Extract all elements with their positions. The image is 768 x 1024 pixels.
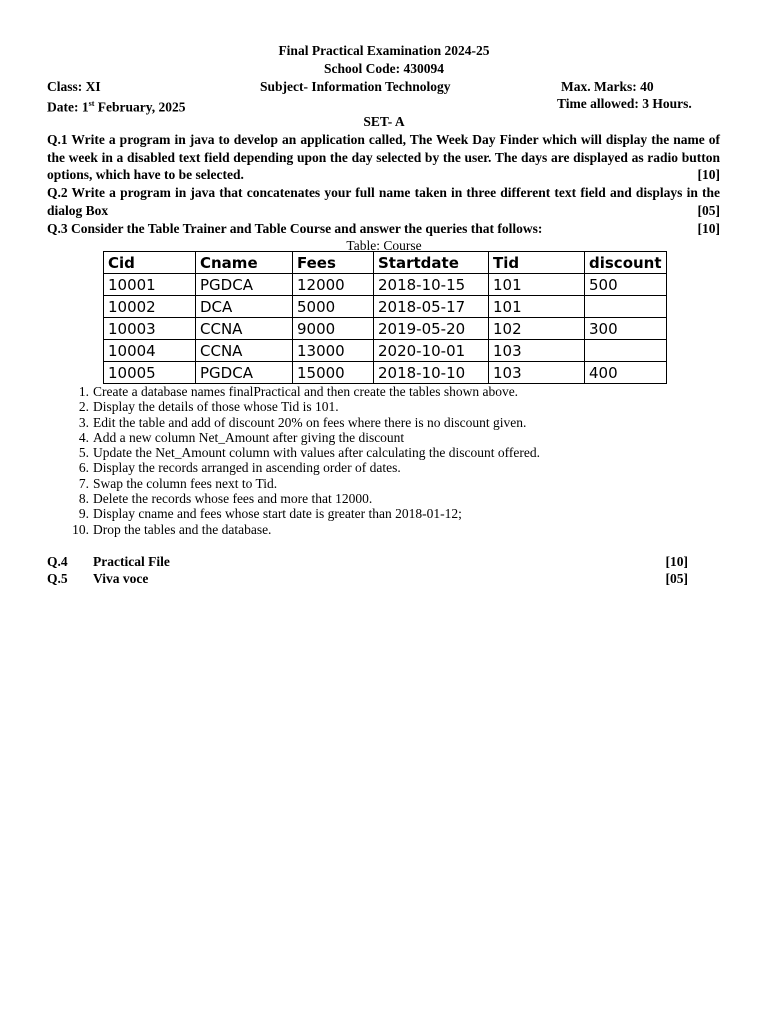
list-item-text: Drop the tables and the database. bbox=[93, 521, 272, 537]
table-cell: 10001 bbox=[104, 274, 196, 296]
question-3-marks: [10] bbox=[697, 221, 720, 236]
list-item-text: Edit the table and add of discount 20% on fees where there is no discount given. bbox=[93, 414, 527, 430]
table-cell: 10002 bbox=[104, 296, 196, 318]
table-cell: DCA bbox=[196, 296, 293, 318]
class-label: Class: XI bbox=[47, 79, 101, 94]
list-item-number: 3. bbox=[78, 414, 89, 430]
table-cell: 101 bbox=[489, 274, 585, 296]
list-item-text: Update the Net_Amount column with values after calculating the discount offered. bbox=[93, 445, 540, 461]
list-item-text: Delete the records whose fees and more that 12000. bbox=[93, 491, 373, 507]
list-item-number: 9. bbox=[78, 506, 89, 522]
question-5-marks: [05] bbox=[665, 571, 688, 586]
list-item bbox=[47, 491, 540, 506]
list-item-number: 7. bbox=[78, 475, 89, 491]
exam-title: Final Practical Examination 2024-25 bbox=[278, 43, 490, 58]
question-5-number: Q.5 bbox=[47, 571, 68, 586]
list-item bbox=[47, 430, 540, 445]
table-cell: 13000 bbox=[293, 340, 374, 362]
subject-label: Subject- Information Technology bbox=[260, 79, 451, 94]
question-2-text: Q.2 Write a program in java that concatenates your full name taken in three different text field and displays in the dialog Box bbox=[47, 185, 720, 218]
question-4-number: Q.4 bbox=[47, 554, 68, 569]
table-cell: 2020-10-01 bbox=[374, 340, 489, 362]
list-item-number: 4. bbox=[78, 429, 89, 445]
question-3 bbox=[47, 220, 720, 238]
column-header: Fees bbox=[293, 252, 374, 274]
table-cell: 400 bbox=[585, 362, 667, 384]
list-item-number: 6. bbox=[78, 460, 89, 476]
table-row bbox=[104, 318, 667, 340]
column-header: discount bbox=[585, 252, 667, 274]
list-item-text: Add a new column Net_Amount after giving the discount bbox=[93, 429, 405, 445]
list-item bbox=[47, 522, 540, 537]
date-prefix: Date: 1 bbox=[47, 99, 89, 115]
table-cell: 103 bbox=[489, 340, 585, 362]
list-item-text: Swap the column fees next to Tid. bbox=[93, 475, 278, 491]
query-list bbox=[47, 384, 540, 537]
list-item-number: 1. bbox=[78, 384, 89, 399]
date-ordinal: st bbox=[88, 99, 95, 108]
table-cell: PGDCA bbox=[196, 274, 293, 296]
table-cell: 103 bbox=[489, 362, 585, 384]
list-item-number: 10. bbox=[72, 521, 89, 537]
table-cell: CCNA bbox=[196, 318, 293, 340]
table-cell: 300 bbox=[585, 318, 667, 340]
list-item bbox=[47, 384, 540, 399]
list-item bbox=[47, 506, 540, 521]
table-cell: 15000 bbox=[293, 362, 374, 384]
school-code: School Code: 430094 bbox=[323, 61, 444, 76]
list-item-text: Display the records arranged in ascending order of dates. bbox=[93, 460, 401, 476]
table-cell: 5000 bbox=[293, 296, 374, 318]
table-cell: 2018-10-15 bbox=[374, 274, 489, 296]
table-cell: 102 bbox=[489, 318, 585, 340]
table-cell: 10003 bbox=[104, 318, 196, 340]
table-caption: Table: Course bbox=[346, 238, 422, 253]
table-row bbox=[104, 274, 667, 296]
table-cell: 2019-05-20 bbox=[374, 318, 489, 340]
table-cell: 12000 bbox=[293, 274, 374, 296]
table-row bbox=[104, 340, 667, 362]
table-cell: 9000 bbox=[293, 318, 374, 340]
list-item bbox=[47, 476, 540, 491]
course-table bbox=[103, 251, 667, 384]
table-cell: 2018-05-17 bbox=[374, 296, 489, 318]
column-header: Tid bbox=[489, 252, 585, 274]
question-1-marks: [10] bbox=[697, 167, 720, 183]
list-item-number: 2. bbox=[78, 399, 89, 415]
table-row bbox=[104, 296, 667, 318]
list-item-text: Create a database names finalPractical and then create the tables shown above. bbox=[93, 384, 519, 399]
column-header: Startdate bbox=[374, 252, 489, 274]
list-item-text: Display the details of those whose Tid is 101. bbox=[93, 399, 339, 415]
table-cell: 2018-10-10 bbox=[374, 362, 489, 384]
table-cell: 10004 bbox=[104, 340, 196, 362]
question-2 bbox=[47, 184, 720, 219]
list-item bbox=[47, 415, 540, 430]
list-item-number: 5. bbox=[78, 445, 89, 461]
list-item bbox=[47, 460, 540, 475]
table-cell bbox=[585, 296, 667, 318]
question-1-text: Q.1 Write a program in java to develop an application called, The Week Day Finder which will display the name of the week in a disabled text field depending upon the day selected by the user. The days are displayed as radio button options, which have to be selected. bbox=[47, 132, 720, 183]
table-cell bbox=[585, 340, 667, 362]
table-header-row bbox=[104, 252, 667, 274]
max-marks-label: Max. Marks: 40 bbox=[561, 79, 654, 94]
question-4-marks: [10] bbox=[665, 554, 688, 569]
question-2-marks: [05] bbox=[697, 202, 720, 218]
set-label: SET- A bbox=[363, 114, 405, 129]
table-cell: CCNA bbox=[196, 340, 293, 362]
date-suffix: February, 2025 bbox=[94, 99, 186, 115]
question-5-text: Viva voce bbox=[93, 571, 149, 586]
list-item-text: Display cname and fees whose start date is greater than 2018-01-12; bbox=[93, 506, 462, 522]
list-item bbox=[47, 399, 540, 414]
list-item bbox=[47, 445, 540, 460]
table-row bbox=[104, 362, 667, 384]
time-allowed: Time allowed: 3 Hours. bbox=[557, 96, 692, 111]
table-cell: PGDCA bbox=[196, 362, 293, 384]
table-cell: 10005 bbox=[104, 362, 196, 384]
question-4-text: Practical File bbox=[93, 554, 170, 569]
column-header: Cname bbox=[196, 252, 293, 274]
table-cell: 500 bbox=[585, 274, 667, 296]
list-item-number: 8. bbox=[78, 491, 89, 507]
table-cell: 101 bbox=[489, 296, 585, 318]
question-3-text: Q.3 Consider the Table Trainer and Table Course and answer the queries that follows: bbox=[47, 221, 543, 236]
question-1 bbox=[47, 131, 720, 184]
column-header: Cid bbox=[104, 252, 196, 274]
